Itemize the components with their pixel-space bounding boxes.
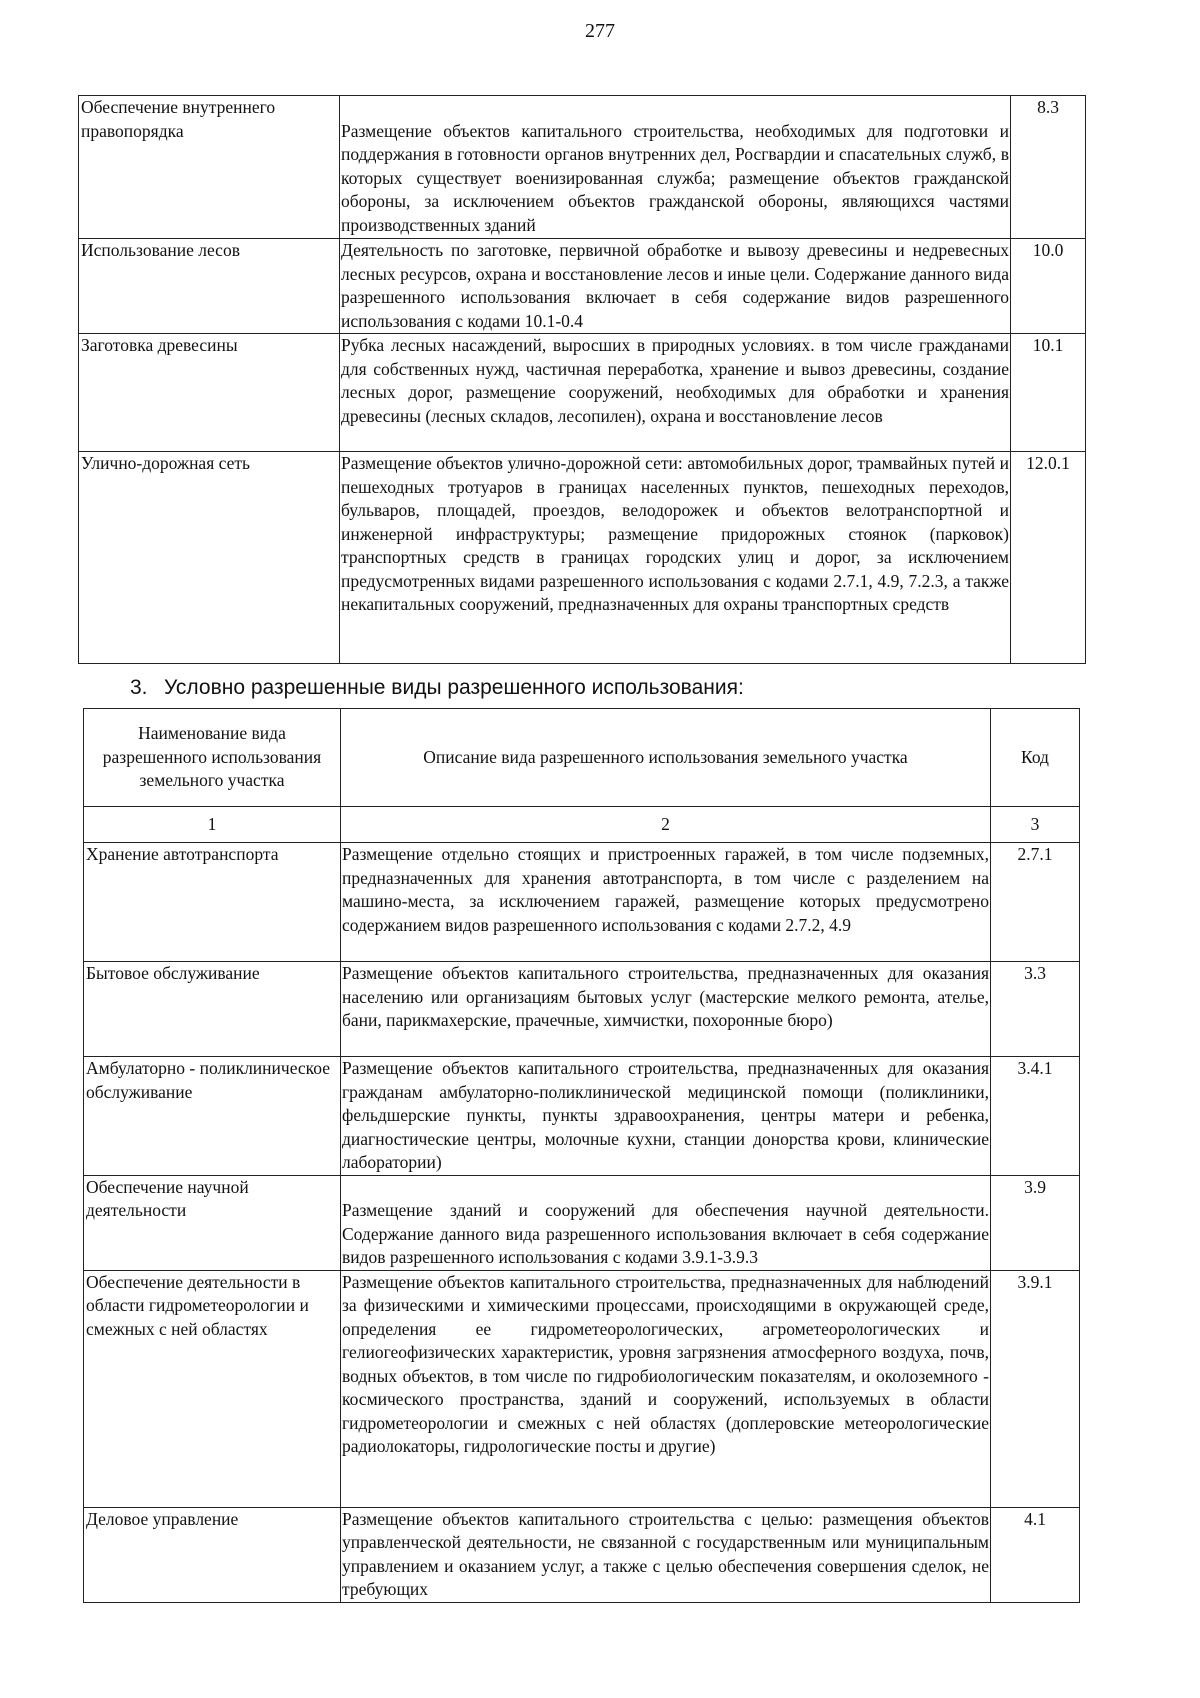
land-use-name: Хранение автотранспорта [84,843,341,962]
land-use-description-text: Размещение зданий и сооружений для обеспечения научной деятельности. Содержание данного вида разрешенного использования включает в себя содержание видов разрешенного использования с кодами 3.9.1-3.9.3 [342,1200,989,1267]
table-row [84,1175,1080,1270]
land-use-description [341,1175,991,1270]
table-row [79,96,1086,239]
page-number: 277 [585,20,615,42]
section-number: 3. [130,676,148,699]
land-use-description: Размещение объектов капитального строительства, предназначенных для наблюдений за физическими и химическими процессами, происходящими в окружающей среде, определения ее гидрометеорологических, агрометеорологических и гелиогеофизических характеристик, уровня загрязнения атмосферного воздуха, почв, водных объектов, в том числе по гидробиологическим показателям, и околоземного - космического пространства, зданий и сооружений, используемых в области гидрометеорологии и смежных с ней областях (доплеровские метеорологические радиолокаторы, гидрологические посты и другие) [341,1270,991,1507]
land-use-code: 4.1 [991,1507,1080,1602]
land-use-name: Деловое управление [84,1507,341,1602]
land-use-code: 3.3 [991,962,1080,1057]
land-use-description: Рубка лесных насаждений, выросших в природных условиях. в том числе гражданами для собственных нужд, частичная переработка, хранение и вывоз древесины, создание лесных дорог, размещение сооружений, необходимых для обработки и хранения древесины (лесных складов, лесопилен), охрана и восстановление лесов [340,334,1011,452]
land-use-code: 10.0 [1011,239,1086,334]
header-description: Описание вида разрешенного использования земельного участка [341,709,991,807]
land-use-name: Использование лесов [79,239,340,334]
table-row [84,1270,1080,1507]
header-code: Код [991,709,1080,807]
land-use-description [340,96,1011,239]
land-use-code: 3.9.1 [991,1270,1080,1507]
table-row [84,962,1080,1057]
header-name: Наименование вида разрешенного использования земельного участка [84,709,341,807]
section-title: Условно разрешенные виды разрешенного использования: [164,676,744,699]
column-number: 2 [341,807,991,843]
land-use-name: Заготовка древесины [79,334,340,452]
land-use-name: Улично-дорожная сеть [79,452,340,664]
land-use-description-text: Размещение объектов капитального строительства, необходимых для подготовки и поддержания в готовности органов внутренних дел, Росгвардии и спасательных служб, в которых существует военизированная служба; размещение объектов гражданской обороны, за исключением объектов гражданской обороны, являющихся частями производственных зданий [341,120,1009,235]
land-use-name: Обеспечение деятельности в области гидрометеорологии и смежных с ней областях [84,1270,341,1507]
land-use-description: Размещение объектов капитального строительства, предназначенных для оказания населению или организациям бытовых услуг (мастерские мелкого ремонта, ателье, бани, парикмахерские, прачечные, химчистки, похоронные бюро) [341,962,991,1057]
land-use-code: 3.9 [991,1175,1080,1270]
land-use-name: Обеспечение научной деятельности [84,1175,341,1270]
land-use-name: Обеспечение внутреннего правопорядка [79,96,340,239]
column-number-row [84,807,1080,843]
land-use-code: 3.4.1 [991,1057,1080,1176]
land-use-description: Деятельность по заготовке, первичной обработке и вывозу древесины и недревесных лесных ресурсов, охрана и восстановление лесов и иные цели. Содержание данного вида разрешенного использования включает в себя содержание видов разрешенного использования с кодами 10.1-0.4 [340,239,1011,334]
conditional-land-use-table [83,708,1080,1603]
section-heading [130,675,744,701]
table-row [84,843,1080,962]
land-use-description: Размещение объектов капитального строительства, предназначенных для оказания гражданам амбулаторно-поликлинической медицинской помощи (поликлиники, фельдшерские пункты, пункты здравоохранения, центры матери и ребенка, диагностические центры, молочные кухни, станции донорства крови, клинические лаборатории) [341,1057,991,1176]
column-number: 3 [991,807,1080,843]
land-use-name: Амбулаторно - поликлиническое обслуживание [84,1057,341,1176]
continued-land-use-table [78,95,1086,664]
land-use-code: 8.3 [1011,96,1086,239]
table-row [79,452,1086,664]
land-use-code: 12.0.1 [1011,452,1086,664]
table-header-row [84,709,1080,807]
table-row [84,1057,1080,1176]
land-use-description: Размещение объектов улично-дорожной сети: автомобильных дорог, трамвайных путей и пешеходных тротуаров в границах населенных пунктов, пешеходных переходов, бульваров, площадей, проездов, велодорожек и объектов велотранспортной и инженерной инфраструктуры; размещение придорожных стоянок (парковок) транспортных средств в границах городских улиц и дорог, за исключением предусмотренных видами разрешенного использования с кодами 2.7.1, 4.9, 7.2.3, а также некапитальных сооружений, предназначенных для охраны транспортных средств [340,452,1011,664]
table-row [79,239,1086,334]
table-row [84,1507,1080,1602]
table-row [79,334,1086,452]
land-use-code: 10.1 [1011,334,1086,452]
land-use-description: Размещение отдельно стоящих и пристроенных гаражей, в том числе подземных, предназначенных для хранения автотранспорта, в том числе с разделением на машино-места, за исключением гаражей, размещение которых предусмотрено содержанием видов разрешенного использования с кодами 2.7.2, 4.9 [341,843,991,962]
land-use-description: Размещение объектов капитального строительства с целью: размещения объектов управленческой деятельности, не связанной с государственным или муниципальным управлением и оказанием услуг, а также с целью обеспечения совершения сделок, не требующих [341,1507,991,1602]
column-number: 1 [84,807,341,843]
land-use-name: Бытовое обслуживание [84,962,341,1057]
land-use-code: 2.7.1 [991,843,1080,962]
